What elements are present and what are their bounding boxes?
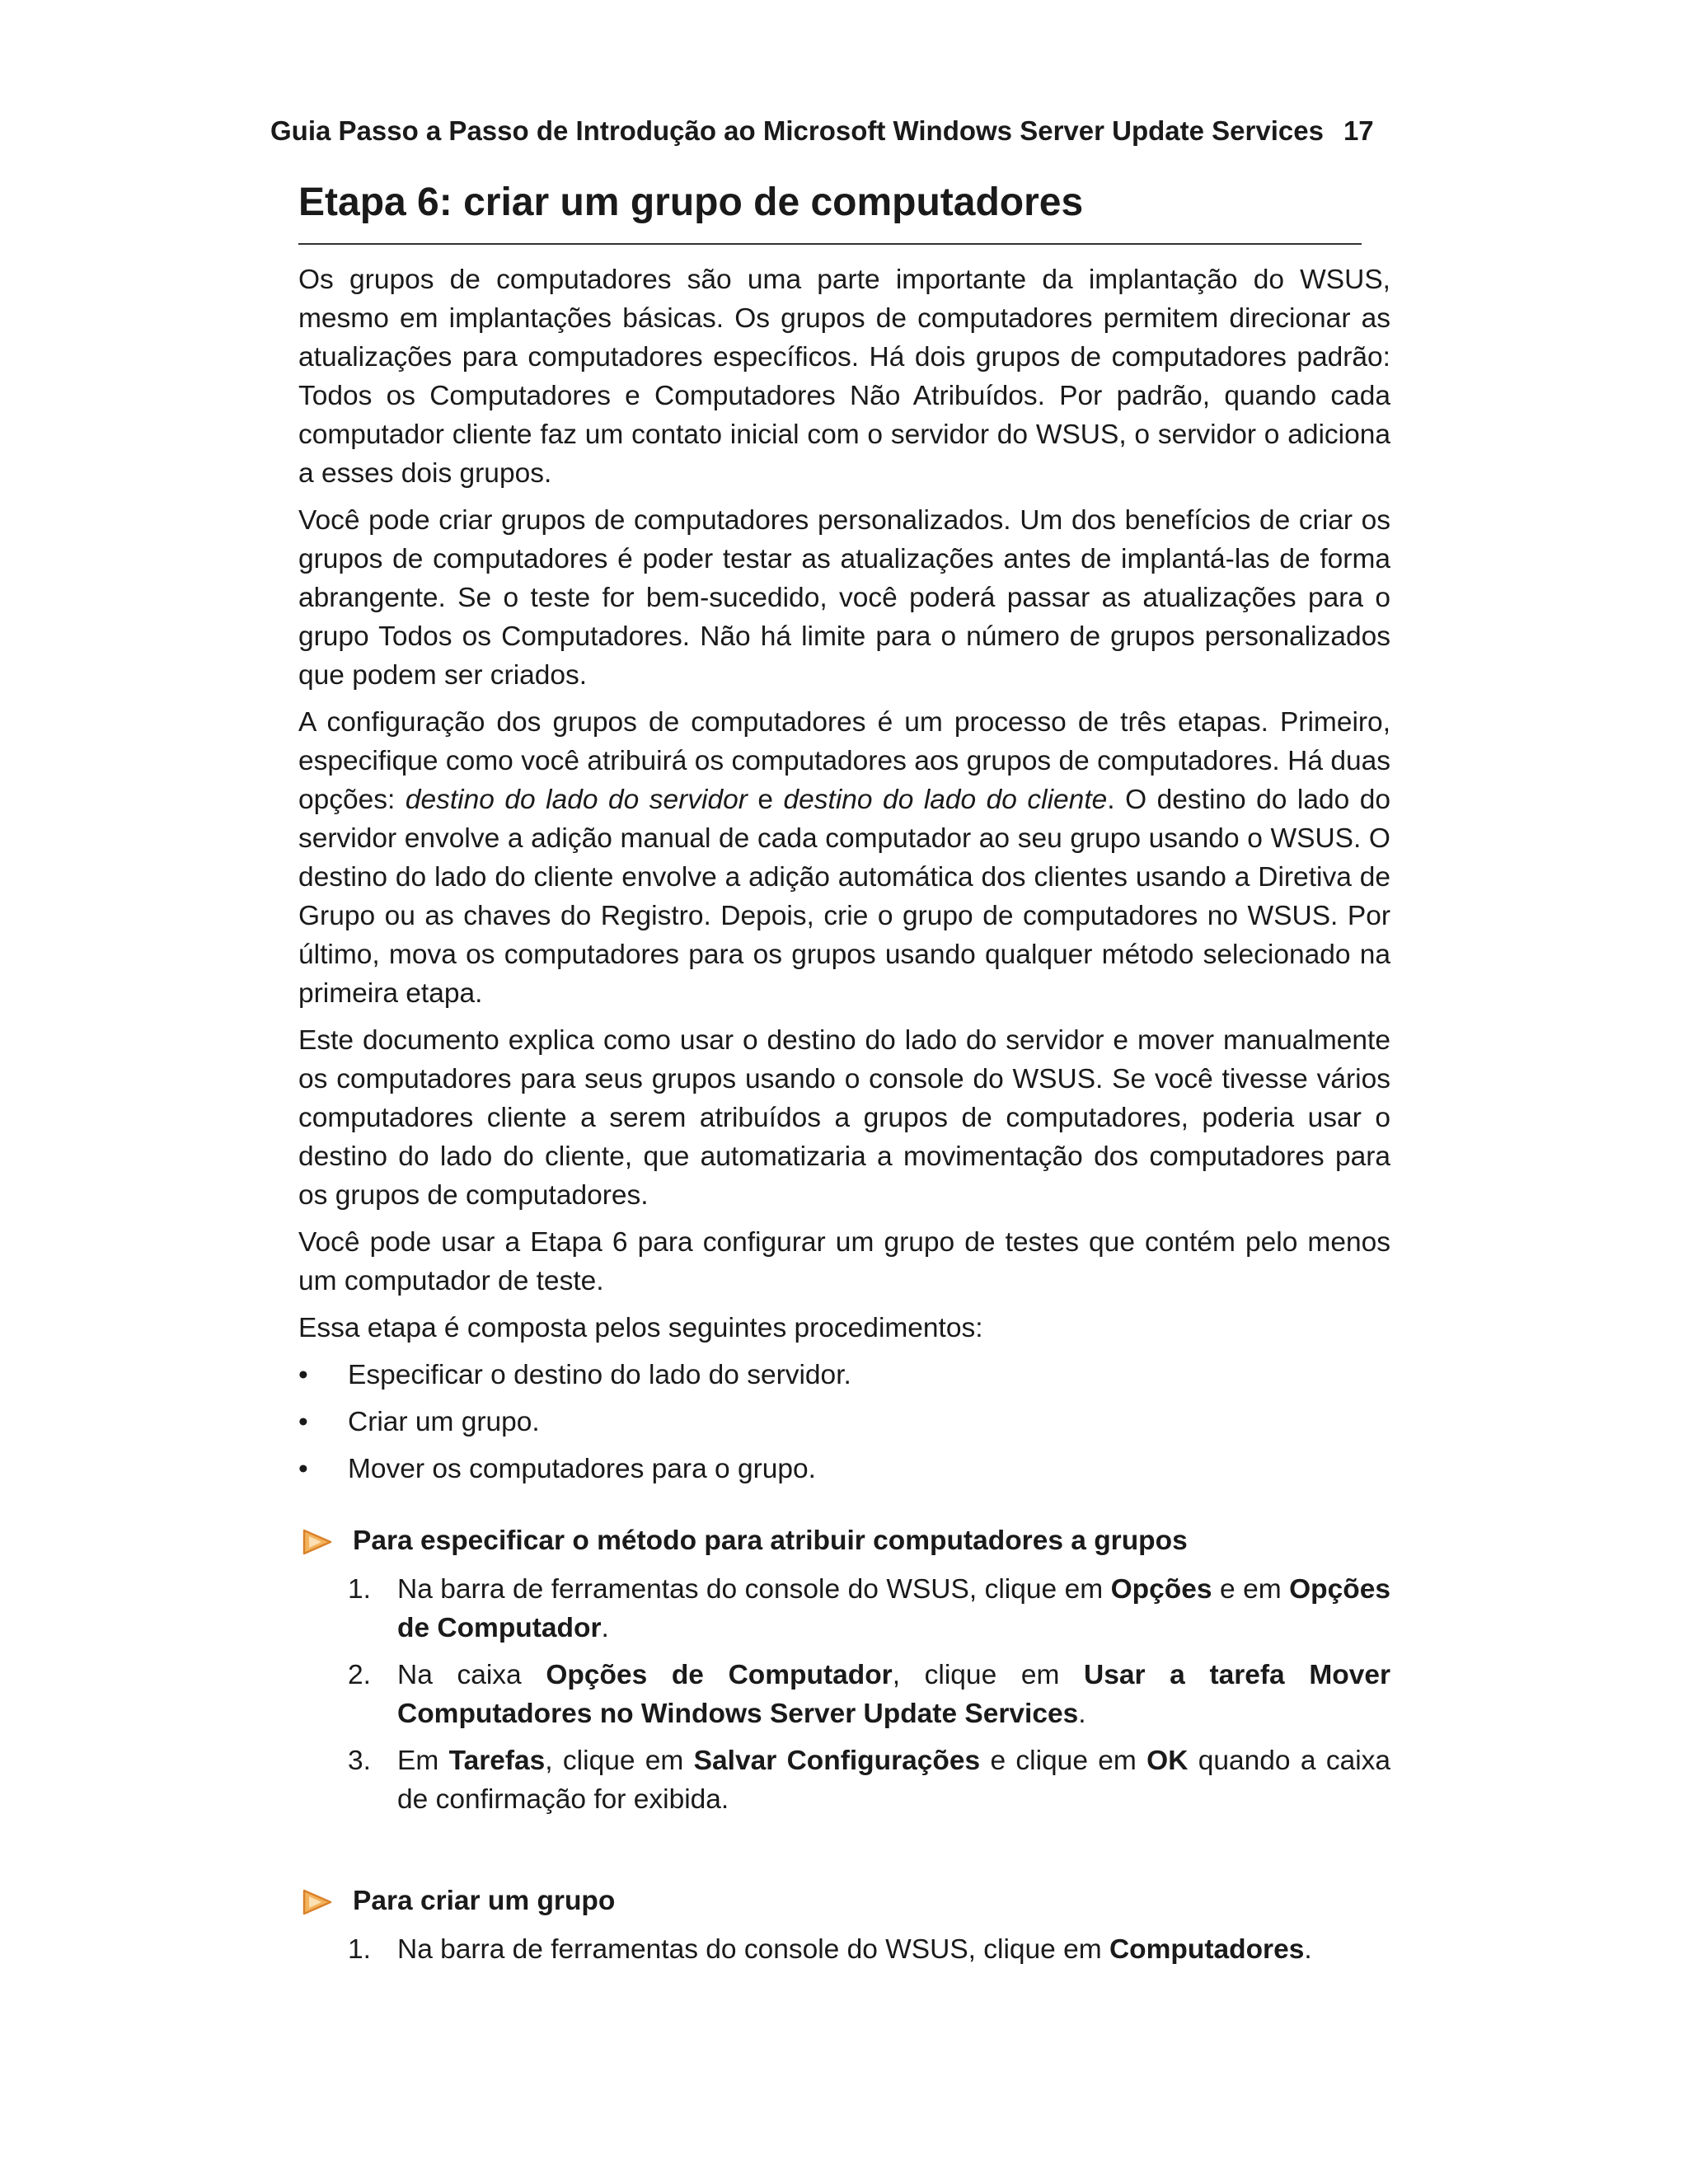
procedures-list (298, 1356, 1390, 1488)
step-text: e clique em (980, 1746, 1147, 1776)
ui-term: Opções (1110, 1574, 1212, 1605)
list-item (298, 1403, 1390, 1441)
list-item-text: Criar um grupo. (348, 1407, 540, 1437)
bullet-icon: • (298, 1360, 308, 1390)
paragraph-6: Essa etapa é composta pelos seguintes procedimentos: (298, 1313, 983, 1343)
procedure-arrow-icon (302, 1888, 333, 1916)
page-number: 17 (1343, 115, 1374, 146)
procedure-2-title: Para criar um grupo (353, 1886, 616, 1916)
term-server-side-targeting: destino do lado do servidor (405, 785, 748, 815)
ui-term: Opções de Computador (546, 1660, 893, 1690)
paragraph-3 (298, 703, 1390, 1013)
step-number: 1. (348, 1934, 371, 1965)
procedure-step (298, 1930, 1390, 1969)
step-text: e em (1212, 1574, 1290, 1605)
list-item-text: Especificar o destino do lado do servidor. (348, 1360, 851, 1390)
step-number: 2. (348, 1660, 371, 1690)
paragraph-4: Este documento explica como usar o destino do lado do servidor e mover manualmente os computadores para seus grupos usando o console do WSUS. Se você tivesse vários computadores cliente a serem atribuídos a grupos de computadores, poderia usar o destino do lado do cliente, que automatizaria a movimentação dos computadores para os grupos de computadores. (298, 1025, 1390, 1211)
list-item-text: Mover os computadores para o grupo. (348, 1454, 816, 1484)
bullet-icon: • (298, 1454, 308, 1484)
procedure-step (298, 1570, 1390, 1647)
paragraph-3-part-b: e (747, 785, 784, 815)
step-text: . (601, 1613, 609, 1643)
procedure-2-heading (298, 1882, 1390, 1920)
procedure-arrow-icon (302, 1528, 333, 1556)
bullet-icon: • (298, 1407, 308, 1437)
step-text: Em (397, 1746, 449, 1776)
ui-term: Tarefas (448, 1746, 546, 1776)
step-text: Na barra de ferramentas do console do WSUS, clique em (397, 1574, 1111, 1605)
step-text: quando a caixa de confirmação for exibida. (397, 1746, 1391, 1815)
ui-term: Salvar Configurações (693, 1746, 981, 1776)
paragraph-3-part-c: . O destino do lado do servidor envolve a adição manual de cada computador ao seu grupo usando o WSUS. O destino do lado do cliente envolve a adição automática dos clientes usando a Diretiva de Grupo ou as chaves do Registro. Depois, crie o grupo de computadores no WSUS. Por último, mova os computadores para os grupos usando qualquer método selecionado na primeira etapa. (298, 785, 1391, 1009)
term-client-side-targeting: destino do lado do cliente (783, 785, 1108, 815)
step-text: , clique em (545, 1746, 694, 1776)
step-text: . (1304, 1934, 1312, 1965)
step-text: , clique em (892, 1660, 1085, 1690)
step-number: 3. (348, 1746, 371, 1776)
paragraph-3-part-a: A configuração dos grupos de computadores é um processo de três etapas. Primeiro, especifique como você atribuirá os computadores aos grupos de computadores. Há duas opções: (298, 707, 1390, 815)
step-text: Na barra de ferramentas do console do WSUS, clique em (397, 1934, 1109, 1965)
list-item (298, 1450, 1390, 1488)
step-text: Na caixa (397, 1660, 546, 1690)
procedure-step (298, 1656, 1390, 1733)
procedure-1-heading (298, 1521, 1390, 1560)
step-text: . (1078, 1699, 1086, 1729)
paragraph-5: Você pode usar a Etapa 6 para configurar um grupo de testes que contém pelo menos um computador de teste. (298, 1227, 1390, 1296)
paragraph-2: Você pode criar grupos de computadores personalizados. Um dos benefícios de criar os grupos de computadores é poder testar as atualizações antes de implantá-las de forma abrangente. Se o teste for bem-sucedido, você poderá passar as atualizações para o grupo Todos os Computadores. Não há limite para o número de grupos personalizados que podem ser criados. (298, 505, 1390, 691)
step-number: 1. (348, 1574, 371, 1605)
procedure-2-steps (298, 1930, 1390, 1969)
procedure-1-steps (298, 1570, 1390, 1819)
procedure-step (298, 1741, 1390, 1819)
list-item (298, 1356, 1390, 1394)
running-header (270, 115, 1391, 147)
ui-term: OK (1146, 1746, 1189, 1776)
ui-term: Opções de Computador (397, 1574, 1390, 1643)
document-body (298, 260, 1390, 1977)
paragraph-1: Os grupos de computadores são uma parte importante da implantação do WSUS, mesmo em implantações básicas. Os grupos de computadores permitem direcionar as atualizações para computadores específicos. Há dois grupos de computadores padrão: Todos os Computadores e Computadores Não Atribuídos. Por padrão, quando cada computador cliente faz um contato inicial com o servidor do WSUS, o servidor o adiciona a esses dois grupos. (298, 265, 1390, 489)
ui-term: Usar a tarefa Mover Computadores no Windows Server Update Services (397, 1660, 1390, 1729)
ui-term: Computadores (1109, 1934, 1305, 1965)
section-title: Etapa 6: criar um grupo de computadores (298, 180, 1362, 245)
running-header-title: Guia Passo a Passo de Introdução ao Microsoft Windows Server Update Services (270, 115, 1324, 146)
procedure-1-title: Para especificar o método para atribuir computadores a grupos (353, 1526, 1188, 1556)
